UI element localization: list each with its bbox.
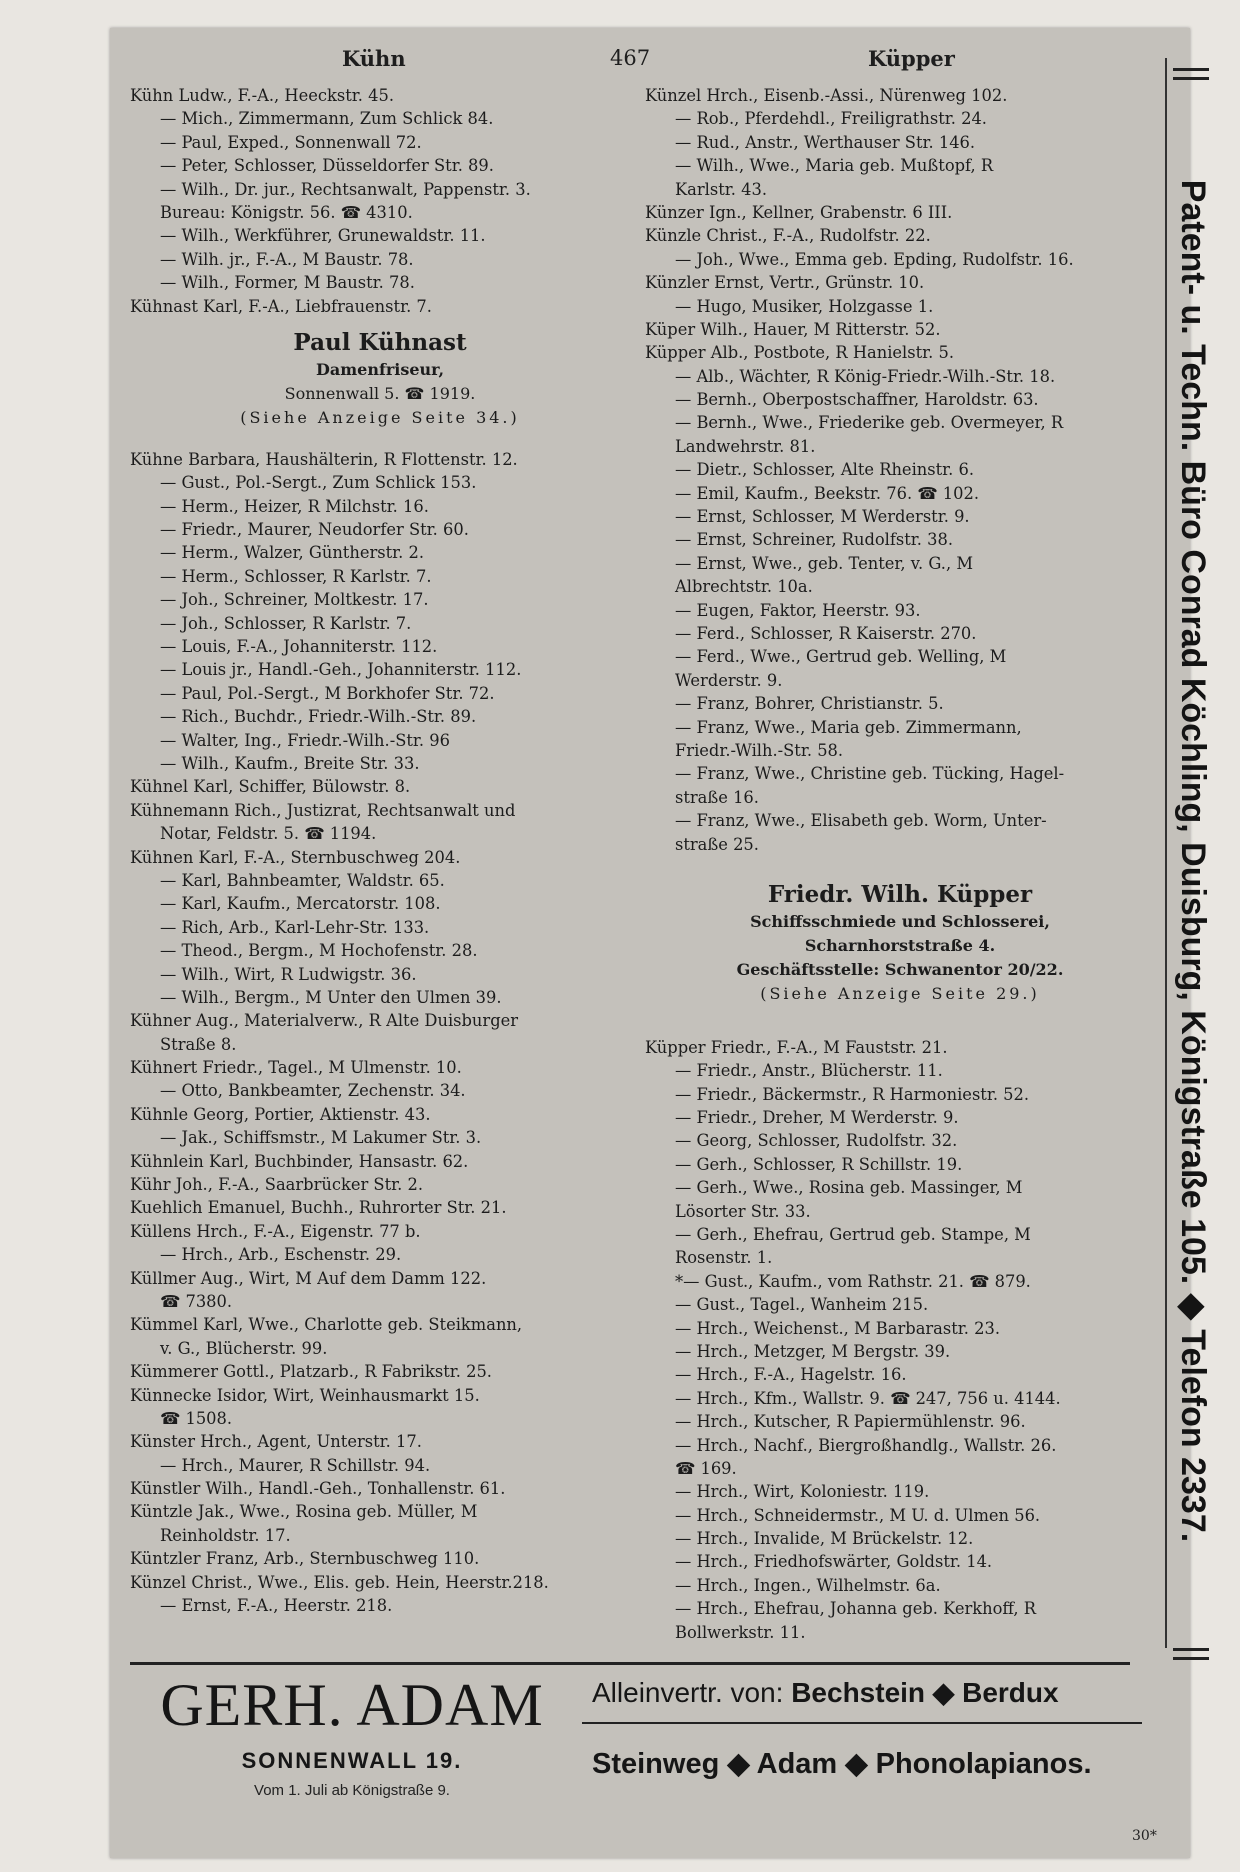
- directory-entry: — Ferd., Schlosser, R Kaiserstr. 270.: [675, 623, 977, 643]
- directory-entry: — Louis, F.-A., Johanniterstr. 112.: [160, 637, 438, 657]
- directory-entry: — Ferd., Wwe., Gertrud geb. Welling, M: [675, 647, 1007, 667]
- kuepper-advertisement: [645, 880, 1155, 1006]
- directory-entry: Künzler Ernst, Vertr., Grünstr. 10.: [645, 273, 925, 293]
- ad-street: Scharnhorststraße 4.: [804, 935, 996, 955]
- directory-entry: — Hrch., F.-A., Hagelstr. 16.: [675, 1365, 907, 1385]
- directory-entry: Lösorter Str. 33.: [675, 1201, 811, 1221]
- directory-entry: Küper Wilh., Hauer, M Ritterstr. 52.: [645, 319, 941, 339]
- directory-entry: — Ernst, Schlosser, M Werderstr. 9.: [675, 507, 970, 527]
- directory-entry: — Hugo, Musiker, Holzgasse 1.: [675, 296, 934, 316]
- directory-entry: — Hrch., Maurer, R Schillstr. 94.: [160, 1455, 431, 1475]
- directory-entry: Kühr Joh., F.-A., Saarbrücker Str. 2.: [130, 1175, 423, 1195]
- directory-entry: Küntzler Franz, Arb., Sternbuschweg 110.: [130, 1549, 480, 1569]
- directory-entry: v. G., Blücherstr. 99.: [160, 1338, 328, 1358]
- directory-entry: ☎ 1508.: [160, 1408, 233, 1428]
- directory-entry: — Dietr., Schlosser, Alte Rheinstr. 6.: [675, 460, 975, 480]
- directory-entry: — Franz, Wwe., Elisabeth geb. Worm, Unter-: [675, 811, 1047, 831]
- directory-entry: Kuehlich Emanuel, Buchh., Ruhrorter Str. 21.: [130, 1198, 507, 1218]
- directory-entry: — Ernst, Schreiner, Rudolfstr. 38.: [675, 530, 954, 550]
- directory-entry: Friedr.-Wilh.-Str. 58.: [675, 740, 844, 760]
- directory-entry: Reinholdstr. 17.: [160, 1525, 291, 1545]
- directory-entry: — Bernh., Oberpostschaffner, Haroldstr. 63.: [675, 390, 1039, 410]
- directory-entry: — Rob., Pferdehdl., Freiligrathstr. 24.: [675, 109, 987, 129]
- directory-entry: straße 16.: [675, 787, 759, 807]
- directory-entry: — Gust., Tagel., Wanheim 215.: [675, 1295, 929, 1315]
- left-entries-2: [130, 448, 630, 1618]
- directory-entry: — Hrch., Kfm., Wallstr. 9. ☎ 247, 756 u. 4144.: [675, 1388, 1061, 1408]
- directory-entry: — Wilh., Wwe., Maria geb. Mußtopf, R: [675, 156, 994, 176]
- footer-advertisement: [132, 1668, 1137, 1818]
- directory-entry: Künzer Ign., Kellner, Grabenstr. 6 III.: [645, 202, 953, 222]
- directory-entry: — Hrch., Invalide, M Brückelstr. 12.: [675, 1529, 974, 1549]
- directory-entry: — Gust., Pol.-Sergt., Zum Schlick 153.: [160, 473, 477, 493]
- directory-entry: — Wilh. jr., F.-A., M Baustr. 78.: [160, 249, 414, 269]
- directory-entry: straße 25.: [675, 834, 759, 854]
- directory-entry: — Friedr., Bäckermstr., R Harmoniestr. 52.: [675, 1084, 1030, 1104]
- directory-entry: Kümmel Karl, Wwe., Charlotte geb. Steikmann,: [130, 1315, 523, 1335]
- directory-entry: — Rich., Buchdr., Friedr.-Wilh.-Str. 89.: [160, 707, 477, 727]
- ad-name: Friedr. Wilh. Küpper: [767, 880, 1033, 908]
- directory-entry: — Wilh., Dr. jur., Rechtsanwalt, Pappenstr. 3.: [160, 179, 531, 199]
- ad-trade: Damenfriseur,: [315, 359, 445, 379]
- directory-entry: Kühnle Georg, Portier, Aktienstr. 43.: [130, 1104, 431, 1124]
- footer-company-name: GERH. ADAM: [160, 1672, 544, 1738]
- directory-entry: — Ernst, Wwe., geb. Tenter, v. G., M: [675, 553, 973, 573]
- ad-office: Geschäftsstelle: Schwanentor 20/22.: [736, 959, 1064, 979]
- directory-entry: — Georg, Schlosser, Rudolfstr. 32.: [675, 1131, 958, 1151]
- ad-note: (Siehe Anzeige Seite 29.): [760, 983, 1040, 1003]
- footer-line-2: Steinweg ◆ Adam ◆ Phonolapianos.: [592, 1748, 1092, 1780]
- directory-entry: — Herm., Schlosser, R Karlstr. 7.: [160, 566, 432, 586]
- directory-entry: — Herm., Walzer, Güntherstr. 2.: [160, 543, 425, 563]
- directory-entry: Kühn Ludw., F.-A., Heeckstr. 45.: [130, 86, 394, 105]
- directory-entry: Künzel Hrch., Eisenb.-Assi., Nürenweg 102.: [645, 86, 1008, 105]
- footer-line-1-brands: Bechstein ◆ Berdux: [791, 1677, 1059, 1708]
- ad-trade: Schiffsschmiede und Schlosserei,: [750, 911, 1050, 931]
- directory-entry: — Karl, Bahnbeamter, Waldstr. 65.: [160, 870, 445, 890]
- ad-name: Paul Kühnast: [293, 328, 467, 356]
- footer-line-1: [592, 1676, 1137, 1709]
- directory-entry: ☎ 7380.: [160, 1291, 233, 1311]
- directory-entry: — Joh., Schreiner, Moltkestr. 17.: [160, 590, 429, 610]
- directory-entry: Karlstr. 43.: [675, 179, 767, 199]
- right-entries-1: [645, 84, 1155, 856]
- directory-entry: Bureau: Königstr. 56. ☎ 4310.: [160, 202, 413, 222]
- directory-entry: — Franz, Bohrer, Christianstr. 5.: [675, 694, 944, 714]
- left-column: [130, 84, 630, 1617]
- directory-entry: — Franz, Wwe., Maria geb. Zimmermann,: [675, 717, 1022, 737]
- directory-entry: — Wilh., Kaufm., Breite Str. 33.: [160, 753, 420, 773]
- directory-entry: — Karl, Kaufm., Mercatorstr. 108.: [160, 894, 441, 914]
- directory-entry: — Alb., Wächter, R König-Friedr.-Wilh.-Str. 18.: [675, 366, 1056, 386]
- directory-entry: Straße 8.: [160, 1034, 237, 1054]
- right-column: [645, 84, 1155, 1644]
- directory-entry: Kühnel Karl, Schiffer, Bülowstr. 8.: [130, 777, 411, 797]
- directory-entry: ☎ 169.: [675, 1458, 737, 1478]
- directory-entry: Kühnlein Karl, Buchbinder, Hansastr. 62.: [130, 1151, 469, 1171]
- directory-entry: — Otto, Bankbeamter, Zechenstr. 34.: [160, 1081, 466, 1101]
- ad-note: (Siehe Anzeige Seite 34.): [240, 407, 520, 427]
- directory-entry: Küllmer Aug., Wirt, M Auf dem Damm 122.: [130, 1268, 487, 1288]
- left-entries-1: [130, 84, 630, 318]
- directory-entry: — Emil, Kaufm., Beekstr. 76. ☎ 102.: [675, 483, 980, 503]
- directory-entry: — Wilh., Wirt, R Ludwigstr. 36.: [160, 964, 417, 984]
- directory-entry: — Hrch., Wirt, Koloniestr. 119.: [675, 1482, 930, 1502]
- directory-entry: — Herm., Heizer, R Milchstr. 16.: [160, 496, 429, 516]
- directory-entry: — Rich, Arb., Karl-Lehr-Str. 133.: [160, 917, 430, 937]
- directory-entry: — Wilh., Former, M Baustr. 78.: [160, 273, 415, 293]
- directory-entry: — Paul, Pol.-Sergt., M Borkhofer Str. 72.: [160, 683, 495, 703]
- directory-entry: — Hrch., Ehefrau, Johanna geb. Kerkhoff, R: [675, 1599, 1037, 1619]
- directory-entry: — Eugen, Faktor, Heerstr. 93.: [675, 600, 921, 620]
- directory-entry: — Joh., Schlosser, R Karlstr. 7.: [160, 613, 412, 633]
- directory-entry: Künstler Wilh., Handl.-Geh., Tonhallenstr. 61.: [130, 1479, 506, 1499]
- side-ad-text: Patent- u. Techn. Büro Conrad Köchling, Duisburg, Königstraße 105. ◆ Telefon 2337.: [1174, 179, 1212, 1543]
- footer-address: SONNENWALL 19.: [241, 1748, 463, 1773]
- page-number: 467: [610, 46, 651, 70]
- directory-entry: — Mich., Zimmermann, Zum Schlick 84.: [160, 109, 494, 129]
- directory-entry: Künzle Christ., F.-A., Rudolfstr. 22.: [645, 226, 931, 246]
- directory-entry: Albrechtstr. 10a.: [675, 577, 813, 597]
- directory-entry: — Wilh., Bergm., M Unter den Ulmen 39.: [160, 987, 502, 1007]
- directory-entry: — Gerh., Ehefrau, Gertrud geb. Stampe, M: [675, 1225, 1031, 1245]
- directory-entry: — Hrch., Nachf., Biergroßhandlg., Wallstr. 26.: [675, 1435, 1057, 1455]
- directory-entry: Kühner Aug., Materialverw., R Alte Duisburger: [130, 1011, 519, 1031]
- directory-entry: Kümmerer Gottl., Platzarb., R Fabrikstr. 25.: [130, 1362, 492, 1382]
- directory-entry: *— Gust., Kaufm., vom Rathstr. 21. ☎ 879.: [675, 1271, 1031, 1291]
- directory-entry: Kühnast Karl, F.-A., Liebfrauenstr. 7.: [130, 296, 432, 316]
- directory-entry: Küntzle Jak., Wwe., Rosina geb. Müller, M: [130, 1502, 478, 1522]
- directory-entry: Künster Hrch., Agent, Unterstr. 17.: [130, 1432, 422, 1452]
- directory-entry: Bollwerkstr. 11.: [675, 1622, 806, 1642]
- footer-divider: [582, 1722, 1142, 1724]
- directory-entry: — Gerh., Schlosser, R Schillstr. 19.: [675, 1154, 963, 1174]
- directory-entry: Küpper Friedr., F.-A., M Fauststr. 21.: [645, 1037, 948, 1057]
- header-left: Kühn: [342, 46, 406, 71]
- ad-address: Sonnenwall 5. ☎ 1919.: [284, 383, 476, 403]
- directory-entry: — Bernh., Wwe., Friederike geb. Overmeyer, R: [675, 413, 1064, 433]
- directory-entry: — Friedr., Anstr., Blücherstr. 11.: [675, 1061, 943, 1081]
- side-ad-divider: [1165, 58, 1167, 1648]
- directory-entry: — Peter, Schlosser, Düsseldorfer Str. 89.: [160, 156, 494, 176]
- directory-entry: Kühnen Karl, F.-A., Sternbuschweg 204.: [130, 847, 461, 867]
- directory-entry: — Hrch., Kutscher, R Papiermühlenstr. 96.: [675, 1412, 1026, 1432]
- directory-entry: — Hrch., Schneidermstr., M U. d. Ulmen 56.: [675, 1505, 1041, 1525]
- directory-entry: — Rud., Anstr., Werthauser Str. 146.: [675, 132, 976, 152]
- directory-entry: — Hrch., Arb., Eschenstr. 29.: [160, 1245, 402, 1265]
- directory-entry: — Friedr., Maurer, Neudorfer Str. 60.: [160, 520, 469, 540]
- directory-entry: Kühne Barbara, Haushälterin, R Flottenstr. 12.: [130, 449, 518, 469]
- directory-entry: — Paul, Exped., Sonnenwall 72.: [160, 132, 422, 152]
- directory-entry: — Hrch., Metzger, M Bergstr. 39.: [675, 1341, 951, 1361]
- directory-entry: — Hrch., Friedhofswärter, Goldstr. 14.: [675, 1552, 993, 1572]
- footer-line-1-prefix: Alleinvertr. von:: [592, 1677, 784, 1708]
- directory-entry: — Franz, Wwe., Christine geb. Tücking, Hagel-: [675, 764, 1065, 784]
- directory-entry: Werderstr. 9.: [675, 670, 783, 690]
- directory-entry: Rosenstr. 1.: [675, 1248, 773, 1268]
- directory-entry: — Wilh., Werkführer, Grunewaldstr. 11.: [160, 226, 486, 246]
- directory-entry: — Jak., Schiffsmstr., M Lakumer Str. 3.: [160, 1128, 482, 1148]
- directory-entry: Künnecke Isidor, Wirt, Weinhausmarkt 15.: [130, 1385, 480, 1405]
- directory-entry: — Walter, Ing., Friedr.-Wilh.-Str. 96: [160, 730, 450, 750]
- directory-entry: — Louis jr., Handl.-Geh., Johanniterstr. 112.: [160, 660, 522, 680]
- directory-page: [110, 28, 1212, 1858]
- directory-entry: Künzel Christ., Wwe., Elis. geb. Hein, Heerstr.218.: [130, 1572, 549, 1592]
- directory-entry: — Gerh., Wwe., Rosina geb. Massinger, M: [675, 1178, 1023, 1198]
- directory-entry: Notar, Feldstr. 5. ☎ 1194.: [160, 824, 377, 844]
- side-advertisement: [1168, 58, 1214, 1668]
- right-entries-2: [645, 1036, 1155, 1644]
- header-right: Küpper: [868, 46, 955, 71]
- directory-entry: Landwehrstr. 81.: [675, 436, 816, 456]
- page-mark: 30*: [1132, 1828, 1157, 1844]
- directory-entry: Küllens Hrch., F.-A., Eigenstr. 77 b.: [130, 1221, 421, 1241]
- directory-entry: — Theod., Bergm., M Hochofenstr. 28.: [160, 941, 478, 961]
- directory-entry: Kühnemann Rich., Justizrat, Rechtsanwalt und: [130, 800, 516, 820]
- footer-top-rule: [130, 1662, 1130, 1665]
- directory-entry: — Ernst, F.-A., Heerstr. 218.: [160, 1596, 393, 1616]
- kuehnast-advertisement: [130, 328, 630, 430]
- footer-move-note: Vom 1. Juli ab Königstraße 9.: [254, 1782, 450, 1799]
- directory-entry: — Hrch., Weichenst., M Barbarastr. 23.: [675, 1318, 1001, 1338]
- directory-entry: — Joh., Wwe., Emma geb. Epding, Rudolfstr. 16.: [675, 249, 1074, 269]
- directory-entry: Küpper Alb., Postbote, R Hanielstr. 5.: [645, 343, 955, 363]
- directory-entry: — Hrch., Ingen., Wilhelmstr. 6a.: [675, 1575, 941, 1595]
- directory-entry: — Friedr., Dreher, M Werderstr. 9.: [675, 1108, 959, 1128]
- directory-entry: Kühnert Friedr., Tagel., M Ulmenstr. 10.: [130, 1058, 462, 1078]
